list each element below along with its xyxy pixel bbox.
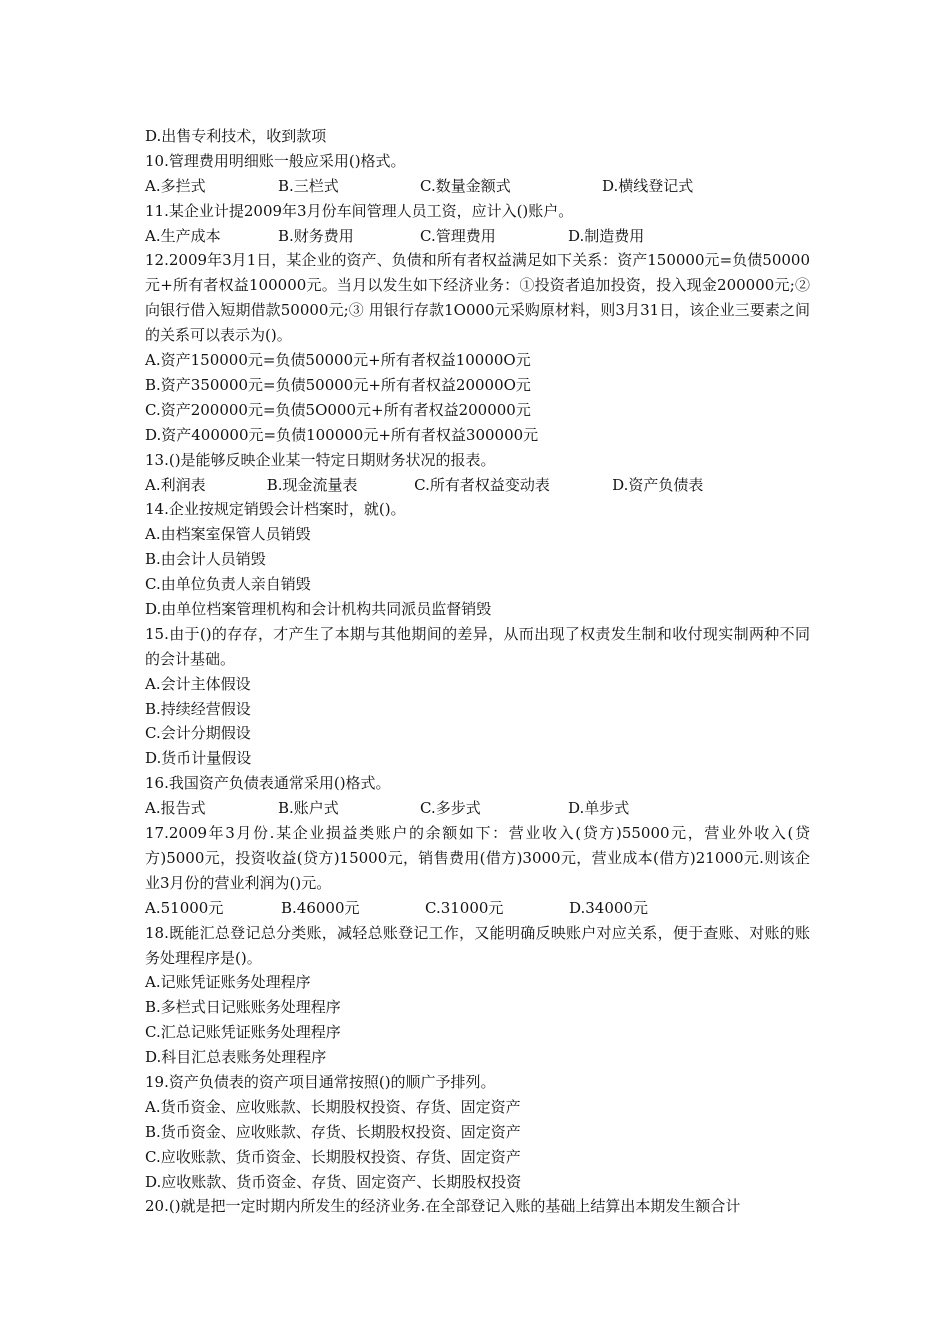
- answer-option: A.生产成本: [145, 226, 221, 245]
- answer-option: B.现金流量表: [266, 475, 358, 494]
- answer-options-row: [145, 896, 810, 921]
- answer-option: C.31000元: [425, 898, 504, 917]
- answer-option: D.制造费用: [568, 226, 645, 245]
- text-line: 11.某企业计提2009年3月份车间管理人员工资，应计入()账户。: [145, 201, 574, 220]
- text-line: A.由档案室保管人员销毁: [145, 525, 311, 544]
- document-page: [145, 124, 810, 1219]
- text-line: C.由单位负责人亲自销毁: [145, 575, 311, 594]
- text-line: B.多栏式日记账账务处理程序: [145, 998, 341, 1017]
- text-line: C.汇总记账凭证账务处理程序: [145, 1023, 341, 1042]
- answer-option: A.51000元: [145, 898, 224, 917]
- question-paragraph: 18.既能汇总登记总分类账，减轻总账登记工作，又能明确反映账户对应关系，便于查账、对账的账务处理程序是()。: [145, 923, 810, 967]
- question-paragraph: 17.2009年3月份.某企业损益类账户的余额如下：营业收入(贷方)55000元，营业外收入(贷方)5000元，投资收益(贷方)15000元，销售费用(借方)3000元，营业成本(借方)21000元.则该企业3月份的营业利润为()元。: [145, 824, 810, 892]
- answer-option: B.财务费用: [278, 226, 354, 245]
- text-line: 10.管理费用明细账一般应采用()格式。: [145, 151, 406, 170]
- text-line: B.由会计人员销毁: [145, 550, 266, 569]
- answer-option: D.资产负债表: [612, 475, 704, 494]
- question-paragraph: 15.由于()的存存，才产生了本期与其他期间的差异，从而出现了权责发生制和收付现实制两种不同的会计基础。: [145, 624, 810, 668]
- text-line: D.由单位档案管理机构和会计机构共同派员监督销毁: [145, 599, 492, 618]
- text-line: A.记账凭证账务处理程序: [145, 973, 311, 992]
- text-line: 13.()是能够反映企业某一特定日期财务状况的报表。: [145, 450, 496, 469]
- answer-options-row: [145, 224, 810, 249]
- text-line: D.出售专利技术，收到款项: [145, 127, 327, 145]
- text-line: C.会计分期假设: [145, 724, 251, 743]
- answer-option: D.横线登记式: [602, 176, 694, 195]
- text-line: B.资产350000元=负债50000元+所有者权益20000O元: [145, 375, 531, 394]
- question-paragraph: 12.2009年3月1日，某企业的资产、负债和所有者权益满足如下关系：资产150000元=负债50000元+所有者权益100000元。当月以发生如下经济业务：①投资者追加投资，投入现金200000元;② 向银行借入短期借款50000元;③ 用银行存款1O000元采购原材料，则3月31日，该企业三要素之间的关系可以表示为()。: [145, 251, 810, 345]
- answer-option: C.数量金额式: [420, 176, 511, 195]
- answer-option: A.利润表: [145, 475, 206, 494]
- answer-option: A.多拦式: [145, 176, 206, 195]
- answer-options-row: [145, 174, 810, 199]
- text-line: 19.资产负债表的资产项目通常按照()的顺广予排列。: [145, 1073, 496, 1092]
- answer-option: C.管理费用: [420, 226, 496, 245]
- answer-options-row: [145, 796, 810, 821]
- text-line: A.资产150000元=负债50000元+所有者权益10000O元: [145, 351, 531, 370]
- text-line: D.资产400000元=负债100000元+所有者权益300000元: [145, 425, 539, 444]
- answer-options-row: [145, 473, 810, 498]
- text-line: D.科目汇总表账务处理程序: [145, 1048, 327, 1067]
- text-line: A.货币资金、应收账款、长期股权投资、存货、固定资产: [145, 1097, 521, 1116]
- text-line: D.货币计量假设: [145, 749, 252, 768]
- text-line: C.资产200000元=负债5O000元+所有者权益200000元: [145, 400, 531, 419]
- answer-option: C.多步式: [420, 799, 481, 818]
- answer-option: B.46000元: [281, 898, 360, 917]
- text-line: 14.企业按规定销毁会计档案时，就()。: [145, 500, 406, 519]
- text-line: A.会计主体假设: [145, 674, 251, 693]
- answer-option: B.三栏式: [278, 176, 339, 195]
- answer-option: D.34000元: [569, 898, 648, 917]
- text-line: 16.我国资产负债表通常采用()格式。: [145, 774, 391, 793]
- answer-option: C.所有者权益变动表: [414, 475, 550, 494]
- text-line: B.持续经营假设: [145, 699, 251, 718]
- answer-option: B.账户式: [278, 799, 339, 818]
- text-line: B.货币资金、应收账款、存货、长期股权投资、固定资产: [145, 1122, 521, 1141]
- text-line: D.应收账款、货币资金、存货、固定资产、长期股权投资: [145, 1172, 522, 1191]
- text-line: 20.()就是把一定时期内所发生的经济业务.在全部登记入账的基础上结算出本期发生额合计: [145, 1197, 741, 1216]
- answer-option: A.报告式: [145, 799, 206, 818]
- text-line: C.应收账款、货币资金、长期股权投资、存货、固定资产: [145, 1147, 521, 1166]
- answer-option: D.单步式: [568, 799, 630, 818]
